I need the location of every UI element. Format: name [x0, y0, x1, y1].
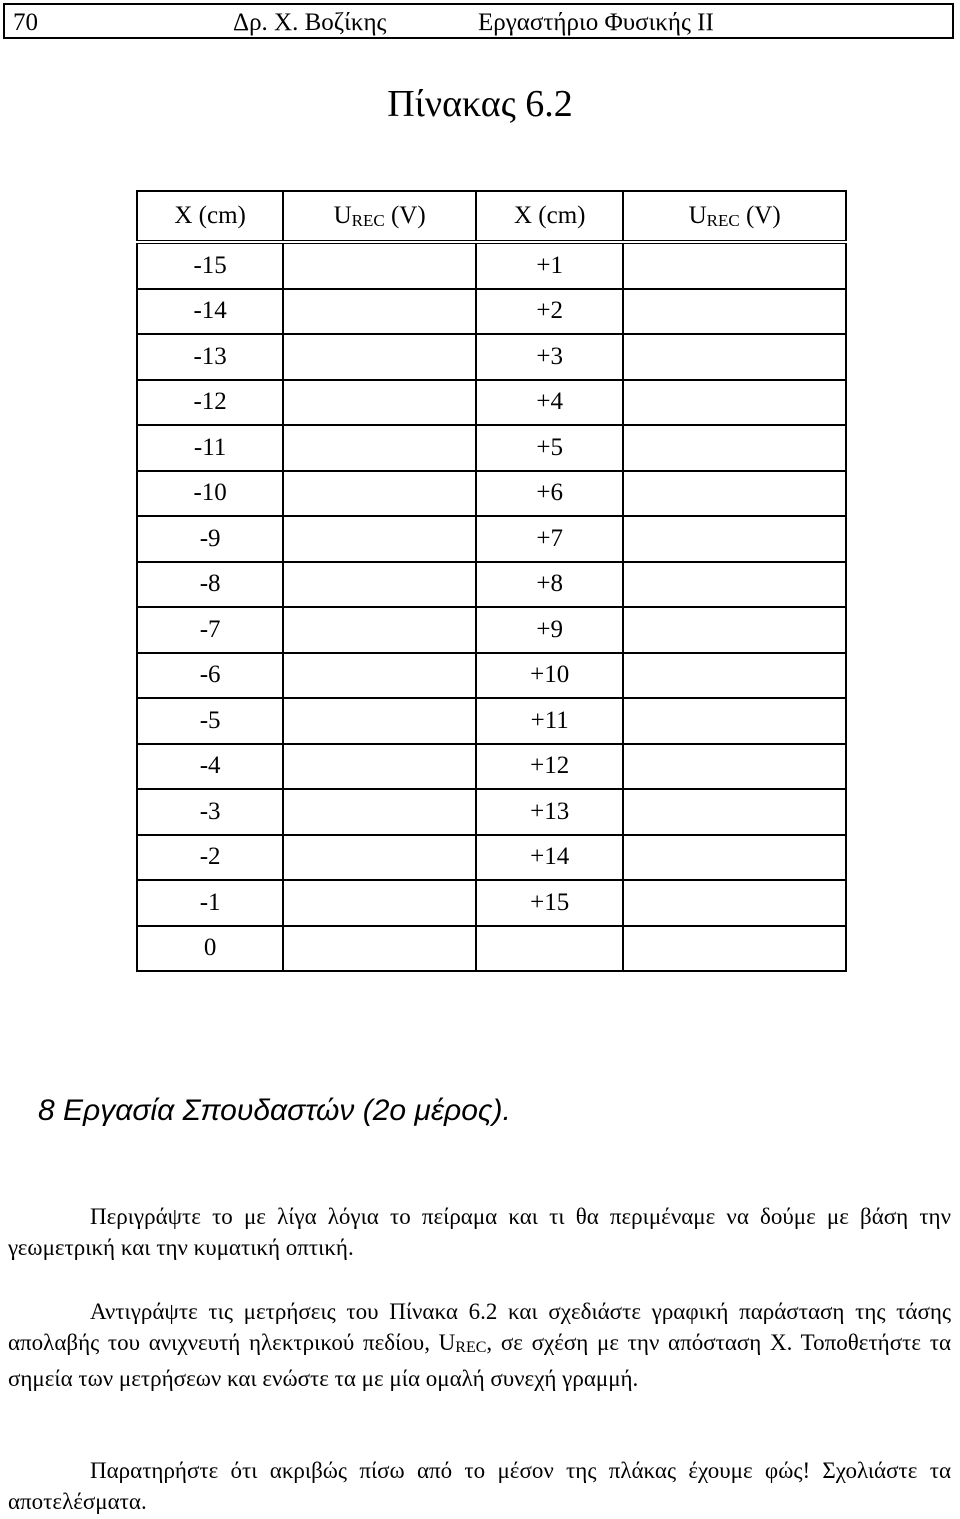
- table-row: [137, 744, 846, 790]
- cell-urec-right[interactable]: [623, 698, 846, 744]
- table-row: [137, 789, 846, 835]
- header-x-left: X (cm): [137, 191, 283, 242]
- cell-urec-right[interactable]: [623, 289, 846, 335]
- page-header: [3, 3, 954, 39]
- table-row: [137, 653, 846, 699]
- cell-urec-left[interactable]: [283, 744, 476, 790]
- table-row: [137, 880, 846, 926]
- table-row: [137, 562, 846, 608]
- cell-x-left: -11: [137, 425, 283, 471]
- cell-x-right: [476, 926, 623, 972]
- cell-urec-left[interactable]: [283, 471, 476, 517]
- cell-x-left: -10: [137, 471, 283, 517]
- cell-urec-left[interactable]: [283, 242, 476, 289]
- table-row: [137, 471, 846, 517]
- cell-x-left: -3: [137, 789, 283, 835]
- cell-x-right: +10: [476, 653, 623, 699]
- cell-urec-left[interactable]: [283, 835, 476, 881]
- cell-x-left: -7: [137, 607, 283, 653]
- table-row: [137, 425, 846, 471]
- header-x-right: X (cm): [476, 191, 623, 242]
- table-row: [137, 698, 846, 744]
- cell-x-left: -9: [137, 516, 283, 562]
- cell-x-right: +4: [476, 380, 623, 426]
- table-row: [137, 607, 846, 653]
- cell-urec-left[interactable]: [283, 789, 476, 835]
- cell-x-right: +9: [476, 607, 623, 653]
- header-urec-right: $U_{REC}$ (V): [623, 191, 846, 242]
- table-row: [137, 926, 846, 972]
- cell-urec-left[interactable]: [283, 926, 476, 972]
- table-row: [137, 289, 846, 335]
- cell-urec-right[interactable]: [623, 835, 846, 881]
- cell-urec-right[interactable]: [623, 562, 846, 608]
- cell-x-right: +2: [476, 289, 623, 335]
- cell-x-right: +1: [476, 242, 623, 289]
- cell-x-left: -5: [137, 698, 283, 744]
- cell-urec-right[interactable]: [623, 880, 846, 926]
- cell-x-left: -6: [137, 653, 283, 699]
- cell-x-left: -4: [137, 744, 283, 790]
- cell-x-right: +8: [476, 562, 623, 608]
- cell-urec-left[interactable]: [283, 516, 476, 562]
- cell-urec-left[interactable]: [283, 380, 476, 426]
- cell-urec-right[interactable]: [623, 789, 846, 835]
- cell-x-right: +14: [476, 835, 623, 881]
- cell-urec-left[interactable]: [283, 289, 476, 335]
- table-row: [137, 334, 846, 380]
- cell-x-left: -13: [137, 334, 283, 380]
- instruction-paragraph-2: Αντιγράψτε τις μετρήσεις του Πίνακα 6.2 και σχεδιάστε γραφική παράσταση της τάσης απολαβής του ανιχνευτή ηλεκτρικού πεδίου, $U_{REC}$, σε σχέση με την απόσταση Χ. Τοποθετήστε τα σημεία των μετρήσεων και ενώστε τα με μία ομαλή συνεχή γραμμή.: [8, 1299, 952, 1391]
- cell-x-right: +5: [476, 425, 623, 471]
- table-row: [137, 516, 846, 562]
- cell-x-right: +12: [476, 744, 623, 790]
- cell-urec-right[interactable]: [623, 744, 846, 790]
- cell-urec-right[interactable]: [623, 334, 846, 380]
- cell-x-left: -14: [137, 289, 283, 335]
- table-row: [137, 835, 846, 881]
- table-row: [137, 380, 846, 426]
- cell-urec-right[interactable]: [623, 516, 846, 562]
- cell-urec-left[interactable]: [283, 334, 476, 380]
- cell-x-left: -12: [137, 380, 283, 426]
- measurement-table: [136, 190, 847, 972]
- cell-urec-right[interactable]: [623, 607, 846, 653]
- cell-urec-left[interactable]: [283, 698, 476, 744]
- cell-x-left: 0: [137, 926, 283, 972]
- cell-x-left: -8: [137, 562, 283, 608]
- cell-urec-right[interactable]: [623, 926, 846, 972]
- table-header-row: [137, 191, 846, 242]
- cell-x-left: -2: [137, 835, 283, 881]
- cell-urec-right[interactable]: [623, 471, 846, 517]
- cell-urec-right[interactable]: [623, 380, 846, 426]
- table-row: [137, 242, 846, 289]
- header-urec-left: $U_{REC}$ (V): [283, 191, 476, 242]
- cell-x-right: +15: [476, 880, 623, 926]
- page-number: 70: [13, 9, 38, 36]
- cell-x-right: +11: [476, 698, 623, 744]
- cell-urec-left[interactable]: [283, 562, 476, 608]
- cell-urec-left[interactable]: [283, 653, 476, 699]
- cell-urec-left[interactable]: [283, 607, 476, 653]
- cell-x-right: +6: [476, 471, 623, 517]
- table-title: Πίνακας 6.2: [387, 83, 573, 125]
- cell-urec-right[interactable]: [623, 653, 846, 699]
- instruction-paragraph-1: Περιγράψτε το με λίγα λόγια το πείραμα και τι θα περιμέναμε να δούμε με βάση την γεωμετρική και την κυματική οπτική.: [8, 1204, 951, 1260]
- cell-urec-left[interactable]: [283, 880, 476, 926]
- table-body: [137, 242, 846, 971]
- cell-x-right: +13: [476, 789, 623, 835]
- cell-urec-right[interactable]: [623, 425, 846, 471]
- cell-x-left: -1: [137, 880, 283, 926]
- cell-x-right: +7: [476, 516, 623, 562]
- section-heading: 8 Εργασία Σπουδαστών (2ο μέρος).: [38, 1094, 511, 1127]
- cell-x-left: -15: [137, 242, 283, 289]
- cell-x-right: +3: [476, 334, 623, 380]
- cell-urec-left[interactable]: [283, 425, 476, 471]
- course-title: Εργαστήριο Φυσικής ΙΙ: [478, 9, 714, 36]
- author-name: Δρ. Χ. Βοζίκης: [233, 9, 387, 36]
- cell-urec-right[interactable]: [623, 242, 846, 289]
- instruction-paragraph-3: Παρατηρήστε ότι ακριβώς πίσω από το μέσον της πλάκας έχουμε φώς! Σχολιάστε τα αποτελέσματα.: [8, 1458, 951, 1514]
